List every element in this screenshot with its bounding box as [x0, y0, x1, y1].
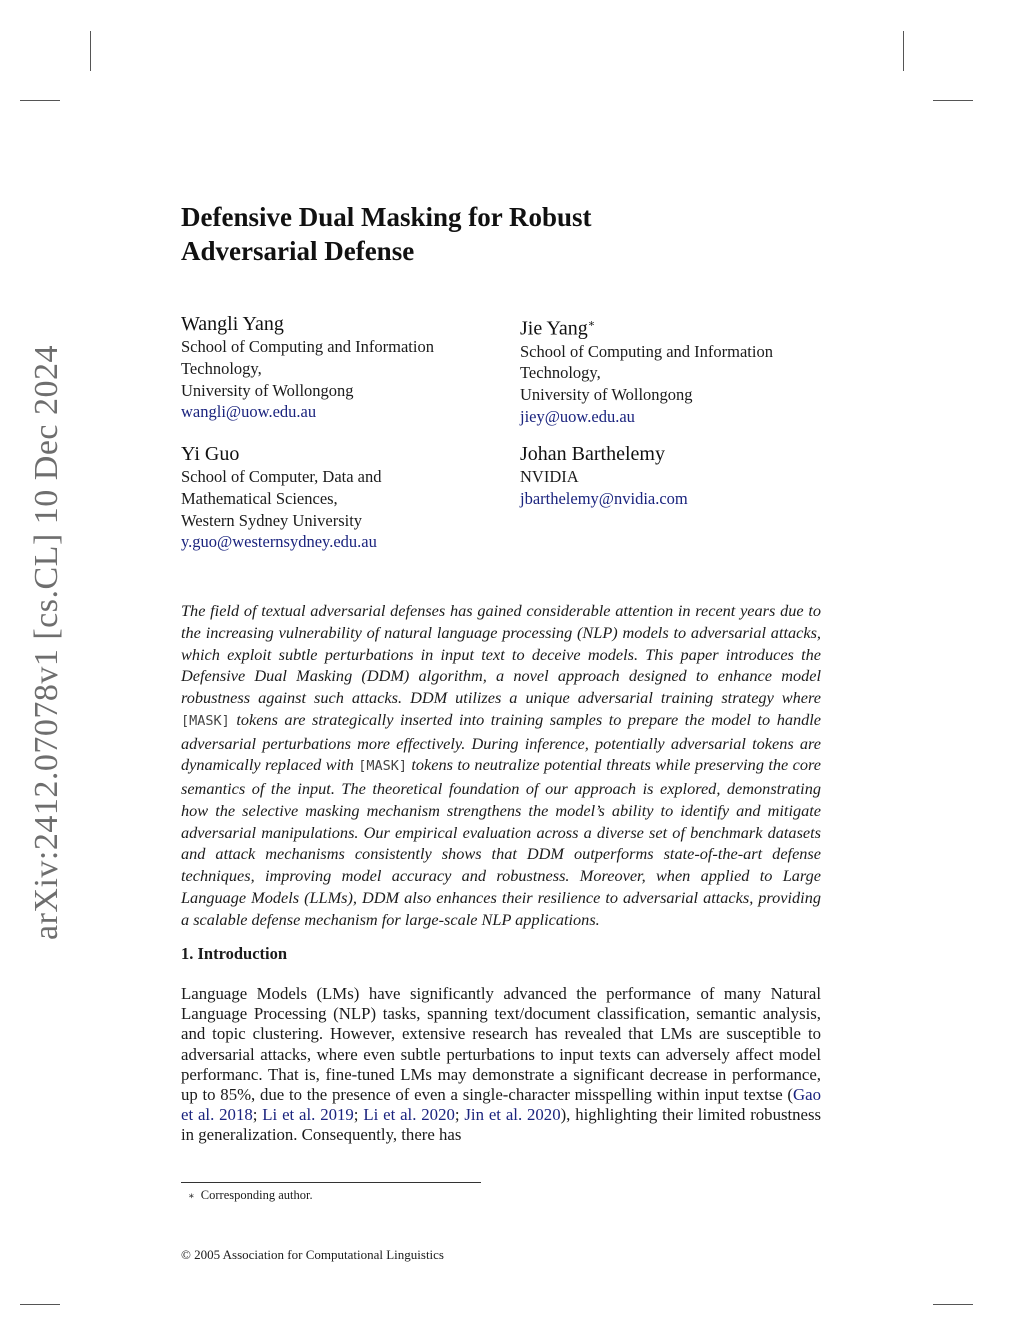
author-block-jie-yang: [520, 312, 840, 428]
corresponding-mark: ∗: [587, 318, 596, 330]
author-block-yi-guo: [181, 442, 501, 553]
arxiv-stamp: arXiv:2412.07078v1 [cs.CL] 10 Dec 2024: [28, 344, 65, 940]
citation-link[interactable]: Jin et al. 2020: [464, 1105, 561, 1125]
affiliation-line: School of Computing and Information: [181, 337, 434, 356]
author-email-link[interactable]: jiey@uow.edu.au: [520, 407, 635, 427]
intro-paragraph: [181, 984, 821, 1146]
affiliation-line: University of Wollongong: [181, 380, 354, 400]
affiliation-line: University of Wollongong: [520, 385, 693, 405]
abstract-text: tokens to neutralize potential threats while preserving the core semantics of the input. The theoretical foundation of our approach is explored, demonstrating how the selective masking mechanism strengthens the model’s ability to identify and mitigate adversarial manipulations. Our empirical evaluation across a diverse set of benchmark datasets and attack mechanisms consistently shows that DDM outperforms state-of-the-art defense techniques, improving model accuracy and robustness. Moreover, when applied to Large Language Models (LLMs), DDM also enhances their resilience to adversarial attacks, providing a scalable defense mechanism for large-scale NLP applications.: [181, 755, 821, 929]
footnote-mark: ∗: [188, 1191, 195, 1202]
abstract-text: tokens are strategically inserted into training samples to prepare the model to handle adversarial perturbations more effectively. During inference, potentially adversarial tokens are dynamically replaced with: [181, 709, 822, 775]
mask-token: [MASK]: [181, 712, 230, 729]
author-name: Jie Yang∗: [520, 317, 596, 340]
crop-mark: [933, 1304, 973, 1305]
copyright-notice: © 2005 Association for Computational Linguistics: [181, 1247, 444, 1262]
author-name: Wangli Yang: [181, 313, 284, 335]
affiliation-line: Technology,: [181, 358, 262, 378]
intro-text: ), highlighting their limited robustness in generalization. Consequently, there has: [181, 1105, 822, 1145]
author-email-link[interactable]: jbarthelemy@nvidia.com: [520, 488, 688, 508]
affiliation-line: Western Sydney University: [181, 510, 363, 530]
citation-link[interactable]: Gao et al. 2018: [181, 1085, 821, 1125]
citation-link[interactable]: Li et al. 2020: [363, 1105, 455, 1125]
citation-separator: ;: [252, 1105, 263, 1125]
mask-token: [MASK]: [358, 758, 407, 775]
intro-text: Language Models (LMs) have significantly advanced the performance of many Natural Language Processing (NLP) tasks, spanning text/document classification, semantic analysis, and topic clustering. However, extensive research has revealed that LMs are susceptible to adversarial attacks, where even subtle perturbations to input texts can adversely affect model performanc. That is, fine-tuned LMs may demonstrate a significant decrease in performance, up to 85%, due to the presence of even a single-character misspelling within input textse (: [181, 984, 821, 1105]
author-email-link[interactable]: y.guo@westernsydney.edu.au: [181, 532, 377, 552]
footnote-rule: [181, 1182, 481, 1183]
affiliation-line: Mathematical Sciences,: [181, 488, 338, 508]
affiliation-line: NVIDIA: [520, 467, 579, 486]
title-line: Defensive Dual Masking for Robust: [181, 202, 592, 232]
citation-link[interactable]: Li et al. 2019: [262, 1105, 354, 1125]
footnote-text: Corresponding author.: [200, 1188, 313, 1202]
crop-mark: [933, 100, 973, 101]
author-block-johan-barthelemy: [520, 442, 840, 510]
title-line: Adversarial Defense: [181, 236, 415, 266]
author-name: Johan Barthelemy: [520, 443, 665, 465]
crop-mark: [903, 31, 904, 71]
abstract: [181, 600, 821, 930]
author-block-wangli-yang: [181, 312, 501, 423]
citation-separator: ;: [353, 1105, 364, 1125]
author-name: Yi Guo: [181, 443, 240, 465]
paper-title: [181, 200, 821, 268]
crop-mark: [20, 1304, 60, 1305]
section-heading: 1. Introduction: [181, 944, 288, 963]
crop-mark: [90, 31, 91, 71]
crop-mark: [20, 100, 60, 101]
footnote: [188, 1188, 313, 1203]
abstract-text: The field of textual adversarial defenses has gained considerable attention in recent years due to the increasing vulnerability of natural language processing (NLP) models to adversarial attacks, which exploit subtle perturbations in input text to deceive models. This paper introduces the Defensive Dual Masking (DDM) algorithm, a novel approach designed to enhance model robustness against such attacks. DDM utilizes a unique adversarial training strategy where: [181, 601, 821, 707]
affiliation-line: School of Computing and Information: [520, 341, 773, 361]
author-email-link[interactable]: wangli@uow.edu.au: [181, 402, 317, 422]
citation-separator: ;: [454, 1105, 465, 1125]
affiliation-line: School of Computer, Data and: [181, 467, 382, 486]
affiliation-line: Technology,: [520, 363, 601, 383]
